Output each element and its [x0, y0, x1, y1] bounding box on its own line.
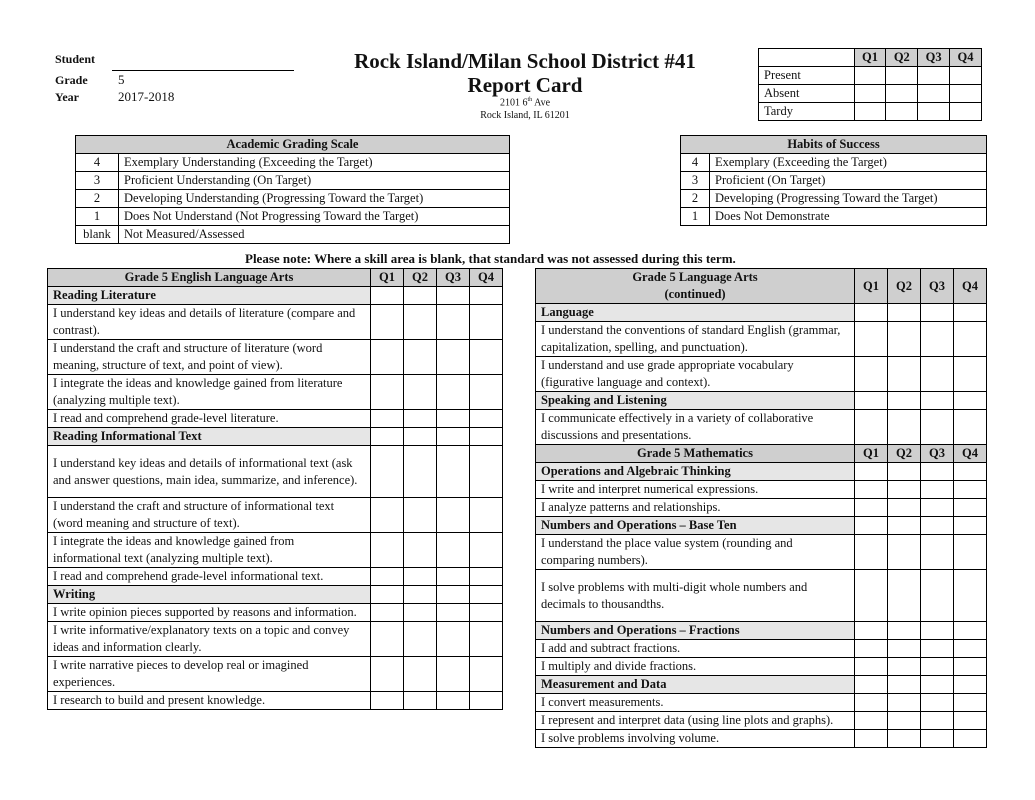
math-grade-cell[interactable] [888, 712, 921, 730]
ela-grade-cell[interactable] [437, 604, 470, 622]
ela-section-cell [404, 586, 437, 604]
math-grade-cell[interactable] [921, 694, 954, 712]
math-grade-cell[interactable] [954, 694, 987, 712]
ela-grade-cell[interactable] [404, 305, 437, 340]
math-skill-text: I multiply and divide fractions. [536, 658, 855, 676]
lang-grade-cell[interactable] [954, 322, 987, 357]
academic_scale-description: Not Measured/Assessed [119, 226, 510, 244]
lang-title-line: Grade 5 Language Arts [632, 270, 758, 284]
math-section-cell [855, 517, 888, 535]
academic-grading-scale-table [75, 135, 510, 244]
lang-grade-cell[interactable] [888, 357, 921, 392]
ela-grade-cell[interactable] [437, 533, 470, 568]
academic_scale-row [76, 208, 510, 226]
ela-skill-text: I research to build and present knowledge. [48, 692, 371, 710]
student-name-line[interactable] [112, 70, 294, 71]
ela-grade-cell[interactable] [470, 657, 503, 692]
ela-grade-cell[interactable] [470, 305, 503, 340]
ela-grade-cell[interactable] [404, 568, 437, 586]
ela-section-cell [437, 428, 470, 446]
habits-title: Habits of Success [681, 136, 987, 154]
ela-skill-row [48, 657, 503, 692]
math-section-title: Operations and Algebraic Thinking [536, 463, 855, 481]
math-grade-cell[interactable] [888, 730, 921, 748]
academic_scale-description: Exemplary Understanding (Exceeding the Target) [119, 154, 510, 172]
math-grade-cell[interactable] [855, 499, 888, 517]
ela-skill-text: I integrate the ideas and knowledge gained from informational text (analyzing multiple text). [48, 533, 371, 568]
math-grade-cell[interactable] [855, 694, 888, 712]
ela-grade-cell[interactable] [371, 340, 404, 375]
ela-skill-row [48, 446, 503, 498]
habits-row [681, 154, 987, 172]
math-skill-text: I solve problems with multi-digit whole numbers and decimals to thousandths. [536, 570, 855, 622]
ela-skill-text: I write informative/explanatory texts on a topic and convey ideas and information clearly. [48, 622, 371, 657]
ela-grade-cell[interactable] [470, 622, 503, 657]
attendance-quarter-header: Q2 [886, 49, 918, 67]
year-label: Year [55, 90, 79, 104]
attendance-cell[interactable] [886, 103, 918, 121]
math-grade-cell[interactable] [855, 640, 888, 658]
lang-grade-cell[interactable] [921, 410, 954, 445]
habits-description: Does Not Demonstrate [710, 208, 987, 226]
lang-grade-cell[interactable] [855, 322, 888, 357]
ela-quarter-header: Q1 [371, 269, 404, 287]
academic_scale-row [76, 172, 510, 190]
ela-grade-cell[interactable] [404, 340, 437, 375]
ela-grade-cell[interactable] [404, 657, 437, 692]
attendance-cell[interactable] [886, 85, 918, 103]
address-street [300, 97, 750, 108]
math-grade-cell[interactable] [921, 730, 954, 748]
ela-skill-text: I understand the craft and structure of informational text (word meaning and structure of text). [48, 498, 371, 533]
academic_scale-row [76, 154, 510, 172]
attendance-quarter-header: Q4 [950, 49, 982, 67]
year-value: 2017-2018 [118, 89, 175, 104]
attendance-cell[interactable] [886, 67, 918, 85]
academic_scale-code: blank [76, 226, 119, 244]
lang-grade-cell[interactable] [855, 410, 888, 445]
ela-table [47, 268, 503, 710]
math-skill-text: I add and subtract fractions. [536, 640, 855, 658]
academic_scale-header-row [76, 136, 510, 154]
attendance-cell[interactable] [950, 103, 982, 121]
math-skill-row [536, 694, 987, 712]
ela-section-cell [470, 586, 503, 604]
habits-code: 2 [681, 190, 710, 208]
academic_scale-code: 1 [76, 208, 119, 226]
math-section-cell [888, 622, 921, 640]
math-skill-row [536, 730, 987, 748]
math-grade-cell[interactable] [888, 499, 921, 517]
ela-skill-text: I understand key ideas and details of literature (compare and contrast). [48, 305, 371, 340]
ela-section-cell [470, 428, 503, 446]
lang-section-cell [888, 392, 921, 410]
ela-section-cell [470, 287, 503, 305]
lang-quarter-header: Q2 [888, 269, 921, 304]
ela-grade-cell[interactable] [470, 604, 503, 622]
math-skill-text: I write and interpret numerical expressions. [536, 481, 855, 499]
math-grade-cell[interactable] [954, 499, 987, 517]
lang-section-cell [855, 392, 888, 410]
math-title-line: Grade 5 Mathematics [637, 446, 753, 460]
math-title [536, 445, 855, 463]
math-section-cell [888, 676, 921, 694]
math-grade-cell[interactable] [888, 640, 921, 658]
lang-section-cell [921, 392, 954, 410]
ela-section-cell [371, 586, 404, 604]
ela-section-cell [371, 287, 404, 305]
math-section-cell [954, 517, 987, 535]
math-section-row [536, 517, 987, 535]
academic_scale-row [76, 226, 510, 244]
attendance-cell[interactable] [854, 67, 886, 85]
math-grade-cell[interactable] [954, 658, 987, 676]
report-card-title: Report Card [467, 73, 583, 97]
lang-section-title: Language [536, 304, 855, 322]
attendance-cell[interactable] [950, 67, 982, 85]
lang-section-cell [921, 304, 954, 322]
attendance-row-tardy [759, 103, 982, 121]
ela-section-cell [371, 428, 404, 446]
math-section-title: Measurement and Data [536, 676, 855, 694]
ela-grade-cell[interactable] [404, 622, 437, 657]
attendance-row-label: Tardy [759, 103, 855, 121]
habits-row [681, 172, 987, 190]
ela-grade-cell[interactable] [470, 340, 503, 375]
math-section-cell [855, 463, 888, 481]
ela-section-row [48, 428, 503, 446]
address-city: Rock Island, IL 61201 [480, 110, 570, 121]
math-header-row [536, 445, 987, 463]
math-section-title: Numbers and Operations – Base Ten [536, 517, 855, 535]
ela-grade-cell[interactable] [371, 657, 404, 692]
attendance-quarter-header: Q1 [854, 49, 886, 67]
lang-section-cell [954, 304, 987, 322]
math-grade-cell[interactable] [855, 481, 888, 499]
attendance-cell[interactable] [918, 67, 950, 85]
attendance-row-label: Present [759, 67, 855, 85]
habits-description: Proficient (On Target) [710, 172, 987, 190]
lang-skill-text: I understand the conventions of standard English (grammar, capitalization, spelling, and punctuation). [536, 322, 855, 357]
ela-grade-cell[interactable] [371, 568, 404, 586]
math-grade-cell[interactable] [888, 570, 921, 622]
math-grade-cell[interactable] [921, 712, 954, 730]
lang-grade-cell[interactable] [855, 357, 888, 392]
math-quarter-header: Q3 [921, 445, 954, 463]
math-grade-cell[interactable] [921, 499, 954, 517]
ela-grade-cell[interactable] [404, 498, 437, 533]
ela-grade-cell[interactable] [404, 533, 437, 568]
lang-grade-cell[interactable] [954, 357, 987, 392]
math-quarter-header: Q1 [855, 445, 888, 463]
academic_scale-description: Proficient Understanding (On Target) [119, 172, 510, 190]
math-section-cell [921, 463, 954, 481]
lang-title [536, 269, 855, 304]
ela-grade-cell[interactable] [371, 375, 404, 410]
attendance-cell[interactable] [854, 85, 886, 103]
ela-section-cell [404, 428, 437, 446]
lang-quarter-header: Q1 [855, 269, 888, 304]
lang-section-row [536, 304, 987, 322]
math-skill-text: I analyze patterns and relationships. [536, 499, 855, 517]
lang-grade-cell[interactable] [888, 410, 921, 445]
academic_scale-row [76, 190, 510, 208]
ela-section-cell [437, 586, 470, 604]
math-grade-cell[interactable] [921, 640, 954, 658]
attendance-row-absent [759, 85, 982, 103]
ela-section-title: Reading Informational Text [48, 428, 371, 446]
grade-label: Grade [55, 73, 88, 87]
ela-quarter-header: Q4 [470, 269, 503, 287]
math-grade-cell[interactable] [921, 570, 954, 622]
lang-quarter-header: Q4 [954, 269, 987, 304]
ela-skill-row [48, 340, 503, 375]
habits-row [681, 208, 987, 226]
ela-grade-cell[interactable] [437, 375, 470, 410]
math-skill-text: I understand the place value system (rounding and comparing numbers). [536, 535, 855, 570]
ela-quarter-header: Q3 [437, 269, 470, 287]
ela-skill-row [48, 305, 503, 340]
math-grade-cell[interactable] [855, 712, 888, 730]
ela-grade-cell[interactable] [470, 533, 503, 568]
attendance-header-row [759, 49, 982, 67]
ela-skill-row [48, 533, 503, 568]
academic_scale-title: Academic Grading Scale [76, 136, 510, 154]
ela-skill-row [48, 498, 503, 533]
address-street-number: 2101 6 [499, 97, 528, 109]
ela-grade-cell[interactable] [371, 604, 404, 622]
ela-grade-cell[interactable] [404, 375, 437, 410]
math-section-cell [954, 463, 987, 481]
ela-quarter-header: Q2 [404, 269, 437, 287]
math-quarter-header: Q4 [954, 445, 987, 463]
math-grade-cell[interactable] [954, 535, 987, 570]
math-grade-cell[interactable] [888, 481, 921, 499]
math-grade-cell[interactable] [921, 481, 954, 499]
ela-grade-cell[interactable] [470, 498, 503, 533]
math-section-cell [921, 676, 954, 694]
habits-code: 4 [681, 154, 710, 172]
ela-grade-cell[interactable] [437, 340, 470, 375]
lang-section-cell [855, 304, 888, 322]
lang-grade-cell[interactable] [921, 357, 954, 392]
math-section-cell [921, 622, 954, 640]
lang-skill-text: I understand and use grade appropriate vocabulary (figurative language and context). [536, 357, 855, 392]
ela-grade-cell[interactable] [404, 446, 437, 498]
lang-section-row [536, 392, 987, 410]
ela-grade-cell[interactable] [437, 657, 470, 692]
attendance-table [758, 48, 982, 121]
ela-grade-cell[interactable] [437, 305, 470, 340]
ela-grade-cell[interactable] [371, 692, 404, 710]
habits-header-row [681, 136, 987, 154]
math-grade-cell[interactable] [855, 658, 888, 676]
lang-grade-cell[interactable] [888, 322, 921, 357]
math-grade-cell[interactable] [888, 535, 921, 570]
lang-skill-row [536, 357, 987, 392]
ela-grade-cell[interactable] [371, 622, 404, 657]
ela-section-title: Writing [48, 586, 371, 604]
math-section-row [536, 676, 987, 694]
math-skill-row [536, 535, 987, 570]
lang-grade-cell[interactable] [921, 322, 954, 357]
assessment-note: Please note: Where a skill area is blank, that standard was not assessed during this term. [245, 251, 736, 266]
lang-skill-row [536, 410, 987, 445]
ela-grade-cell[interactable] [437, 410, 470, 428]
ela-skill-text: I understand key ideas and details of informational text (ask and answer questions, main idea, summarize, and inference). [48, 446, 371, 498]
ela-grade-cell[interactable] [437, 692, 470, 710]
ela-skill-text: I read and comprehend grade-level informational text. [48, 568, 371, 586]
ela-grade-cell[interactable] [371, 533, 404, 568]
ela-title [48, 269, 371, 287]
math-section-cell [888, 463, 921, 481]
ela-grade-cell[interactable] [404, 604, 437, 622]
academic_scale-description: Developing Understanding (Progressing Toward the Target) [119, 190, 510, 208]
math-section-cell [954, 676, 987, 694]
address-ordinal: th [527, 97, 533, 103]
math-grade-cell[interactable] [888, 658, 921, 676]
ela-grade-cell[interactable] [470, 375, 503, 410]
ela-skill-row [48, 692, 503, 710]
ela-title-line: Grade 5 English Language Arts [124, 270, 294, 284]
ela-skill-text: I understand the craft and structure of literature (word meaning, structure of text, and point of view). [48, 340, 371, 375]
ela-skill-row [48, 604, 503, 622]
math-skill-text: I convert measurements. [536, 694, 855, 712]
habits-of-success-table [680, 135, 987, 226]
ela-skill-text: I integrate the ideas and knowledge gained from literature (analyzing multiple text). [48, 375, 371, 410]
lang-section-cell [954, 392, 987, 410]
student-label: Student [55, 52, 96, 66]
math-quarter-header: Q2 [888, 445, 921, 463]
math-section-cell [888, 517, 921, 535]
habits-code: 1 [681, 208, 710, 226]
math-grade-cell[interactable] [921, 658, 954, 676]
language-math-table [535, 268, 987, 748]
ela-header-row [48, 269, 503, 287]
ela-grade-cell[interactable] [371, 410, 404, 428]
math-grade-cell[interactable] [954, 640, 987, 658]
lang-section-cell [888, 304, 921, 322]
academic_scale-description: Does Not Understand (Not Progressing Toward the Target) [119, 208, 510, 226]
math-skill-row [536, 658, 987, 676]
math-skill-text: I solve problems involving volume. [536, 730, 855, 748]
math-section-title: Numbers and Operations – Fractions [536, 622, 855, 640]
lang-title-line: (continued) [664, 287, 726, 301]
academic_scale-code: 3 [76, 172, 119, 190]
math-grade-cell[interactable] [855, 570, 888, 622]
ela-section-cell [437, 287, 470, 305]
lang-quarter-header: Q3 [921, 269, 954, 304]
ela-skill-text: I write opinion pieces supported by reasons and information. [48, 604, 371, 622]
ela-section-row [48, 287, 503, 305]
lang-section-title: Speaking and Listening [536, 392, 855, 410]
ela-grade-cell[interactable] [437, 568, 470, 586]
ela-skill-row [48, 375, 503, 410]
math-section-row [536, 463, 987, 481]
ela-grade-cell[interactable] [371, 305, 404, 340]
math-section-cell [855, 622, 888, 640]
math-grade-cell[interactable] [888, 694, 921, 712]
ela-section-cell [404, 287, 437, 305]
attendance-row-present [759, 67, 982, 85]
attendance-row-label: Absent [759, 85, 855, 103]
ela-grade-cell[interactable] [470, 692, 503, 710]
ela-grade-cell[interactable] [437, 622, 470, 657]
attendance-cell[interactable] [918, 103, 950, 121]
math-grade-cell[interactable] [954, 481, 987, 499]
ela-grade-cell[interactable] [470, 410, 503, 428]
math-grade-cell[interactable] [954, 730, 987, 748]
lang-grade-cell[interactable] [954, 410, 987, 445]
grade-value: 5 [118, 72, 125, 87]
math-section-row [536, 622, 987, 640]
math-skill-row [536, 499, 987, 517]
math-grade-cell[interactable] [954, 570, 987, 622]
attendance-corner [759, 49, 855, 67]
ela-section-title: Reading Literature [48, 287, 371, 305]
math-section-cell [954, 622, 987, 640]
math-grade-cell[interactable] [954, 712, 987, 730]
ela-grade-cell[interactable] [371, 498, 404, 533]
math-grade-cell[interactable] [855, 730, 888, 748]
ela-grade-cell[interactable] [404, 692, 437, 710]
habits-row [681, 190, 987, 208]
math-section-cell [921, 517, 954, 535]
math-skill-row [536, 481, 987, 499]
math-skill-text: I represent and interpret data (using line plots and graphs). [536, 712, 855, 730]
address-street-suffix: Ave [532, 97, 551, 109]
ela-skill-text: I read and comprehend grade-level literature. [48, 410, 371, 428]
ela-skill-row [48, 622, 503, 657]
ela-grade-cell[interactable] [404, 410, 437, 428]
ela-section-row [48, 586, 503, 604]
ela-grade-cell[interactable] [437, 446, 470, 498]
habits-code: 3 [681, 172, 710, 190]
attendance-cell[interactable] [950, 85, 982, 103]
math-skill-row [536, 712, 987, 730]
ela-skill-row [48, 410, 503, 428]
academic_scale-code: 4 [76, 154, 119, 172]
math-grade-cell[interactable] [855, 535, 888, 570]
ela-grade-cell[interactable] [437, 498, 470, 533]
attendance-cell[interactable] [918, 85, 950, 103]
ela-skill-text: I write narrative pieces to develop real or imagined experiences. [48, 657, 371, 692]
math-skill-row [536, 640, 987, 658]
attendance-cell[interactable] [854, 103, 886, 121]
lang-skill-row [536, 322, 987, 357]
habits-description: Developing (Progressing Toward the Target) [710, 190, 987, 208]
ela-grade-cell[interactable] [470, 568, 503, 586]
ela-grade-cell[interactable] [470, 446, 503, 498]
lang-skill-text: I communicate effectively in a variety of collaborative discussions and presentations. [536, 410, 855, 445]
ela-skill-row [48, 568, 503, 586]
math-section-cell [855, 676, 888, 694]
attendance-quarter-header: Q3 [918, 49, 950, 67]
academic_scale-code: 2 [76, 190, 119, 208]
math-skill-row [536, 570, 987, 622]
lang-header-row [536, 269, 987, 304]
ela-grade-cell[interactable] [371, 446, 404, 498]
habits-description: Exemplary (Exceeding the Target) [710, 154, 987, 172]
district-name: Rock Island/Milan School District #41 [354, 49, 696, 73]
math-grade-cell[interactable] [921, 535, 954, 570]
